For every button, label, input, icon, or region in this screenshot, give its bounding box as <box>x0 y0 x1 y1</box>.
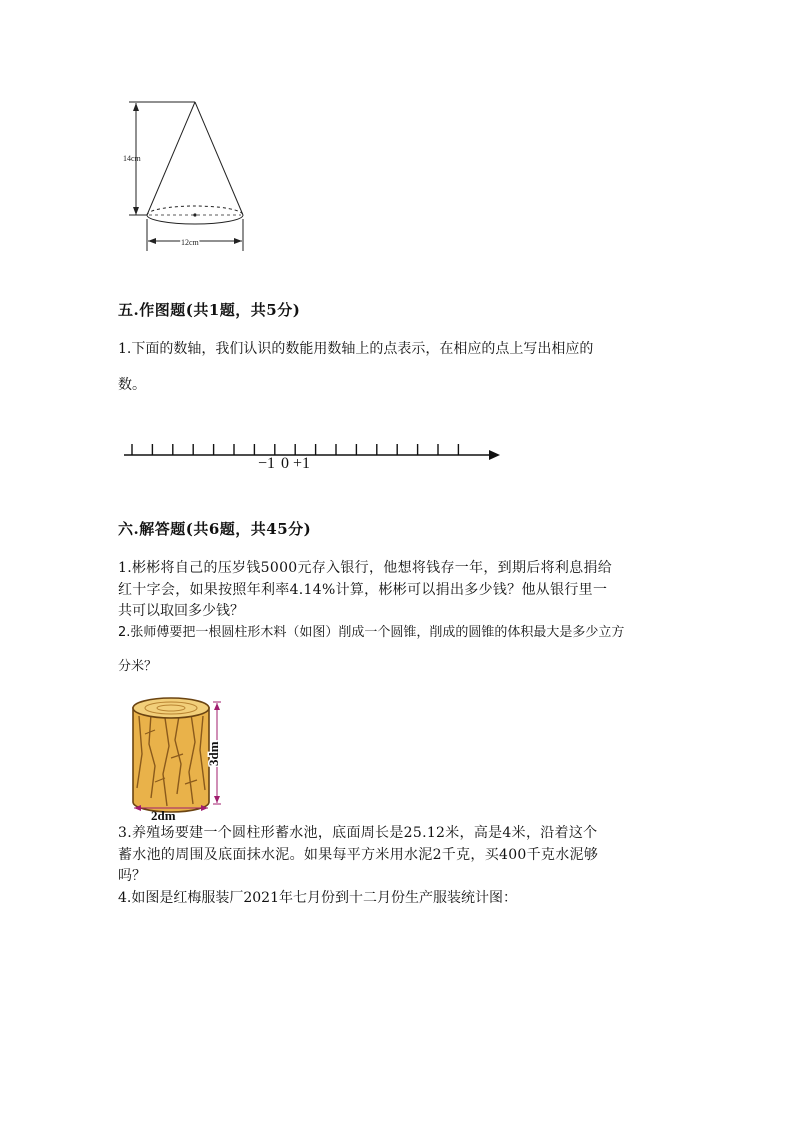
section5-q1-line1: 1.下面的数轴，我们认识的数能用数轴上的点表示，在相应的点上写出相应的 <box>118 341 594 357</box>
number-line-ticks <box>132 444 458 455</box>
section6-q1-line1: 1.彬彬将自己的压岁钱5000元存入银行，他想将钱存一年，到期后将利息捐给 <box>118 560 613 576</box>
number-line <box>118 436 508 476</box>
section5-title: 五.作图题(共1题，共5分) <box>118 301 301 319</box>
section6-q2-line1: 2.张师傅要把一根圆柱形木料（如图）削成一个圆锥，削成的圆锥的体积最大是多少立方 <box>118 625 625 640</box>
log-diameter-label: 2dm <box>151 808 176 822</box>
section6-q4-line1: 4.如图是红梅服装厂2021年七月份到十二月份生产服装统计图： <box>118 890 517 906</box>
section5-q1-line2: 数。 <box>118 377 146 393</box>
section6-q3-line1: 3.养殖场要建一个圆柱形蓄水池，底面周长是25.12米，高是4米，沿着这个 <box>118 825 598 841</box>
section6-q3-line2: 蓄水池的周围及底面抹水泥。如果每平方米用水泥2千克，买400千克水泥够 <box>118 847 599 863</box>
cone-figure <box>115 95 255 255</box>
diameter-label: 12cm <box>181 238 199 247</box>
number-line-label-minus-one: −1 <box>258 455 276 472</box>
height-label: 14cm <box>123 154 141 163</box>
section6-q3-line3: 吗？ <box>118 868 146 884</box>
section6-q1-line3: 共可以取回多少钱？ <box>118 603 244 619</box>
section6-title: 六.解答题(共6题，共45分) <box>118 520 312 538</box>
log-figure <box>125 694 235 822</box>
log-height-label: 3dm <box>206 741 221 766</box>
number-line-arrow <box>489 450 500 460</box>
number-line-label-zero: 0 <box>281 455 290 472</box>
section6-q1-line2: 红十字会，如果按照年利率4.14%计算，彬彬可以捐出多少钱？他从银行里一 <box>118 582 608 598</box>
number-line-labels <box>258 455 310 473</box>
number-line-label-plus-one: +1 <box>293 455 311 472</box>
section6-q2-line2: 分米？ <box>118 659 158 674</box>
